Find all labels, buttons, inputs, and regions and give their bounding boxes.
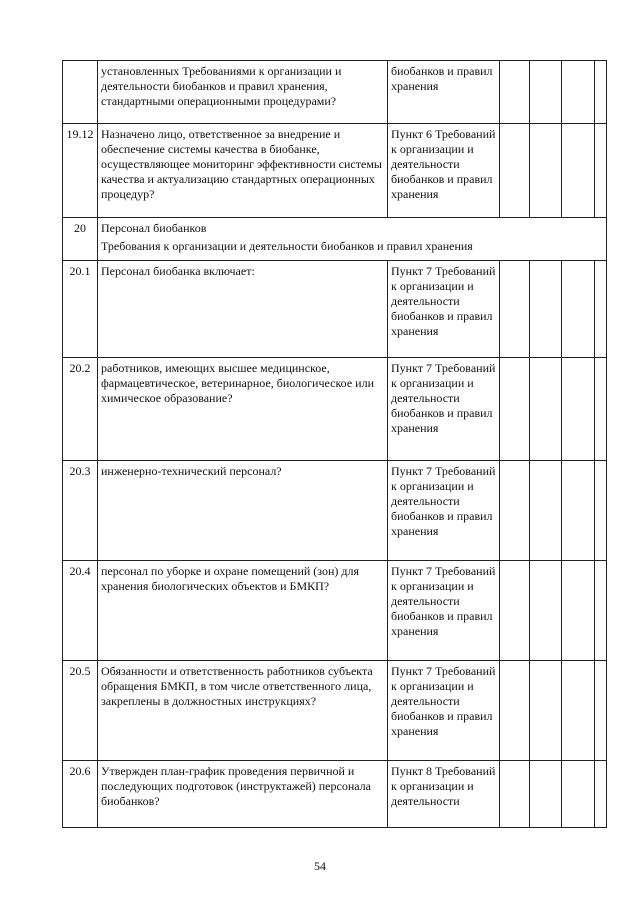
answer-cell [530,61,562,124]
answer-cell [530,461,562,561]
answer-cell [595,124,607,218]
table-row [63,761,607,828]
row-question: Обязанности и ответственность работников субъекта обращения БМКП, в том числе ответственного лица, закреплены в должностных инструкциях? [98,661,388,761]
answer-cell [500,561,530,661]
answer-cell [500,358,530,461]
section-subtitle: Требования к организации и деятельности биобанков и правил хранения [101,239,473,253]
section-row [63,218,607,261]
answer-cell [530,561,562,661]
row-question: Утвержден план-график проведения первичной и последующих подготовок (инструктажей) персонала биобанков? [98,761,388,828]
table-row [63,124,607,218]
answer-cell [562,661,595,761]
answer-cell [595,261,607,358]
row-question: инженерно-технический персонал? [98,461,388,561]
answer-cell [500,761,530,828]
answer-cell [595,358,607,461]
section-header [98,218,607,261]
answer-cell [595,661,607,761]
row-number: 20.3 [63,461,98,561]
row-question: работников, имеющих высшее медицинское, фармацевтическое, ветеринарное, биологическое или химическое образование? [98,358,388,461]
answer-cell [500,461,530,561]
row-reference: Пункт 7 Требований к организации и деятельности биобанков и правил хранения [388,261,500,358]
answer-cell [500,661,530,761]
checklist-table [62,60,607,828]
row-number: 19.12 [63,124,98,218]
answer-cell [595,461,607,561]
answer-cell [562,261,595,358]
table-row [63,358,607,461]
answer-cell [562,761,595,828]
row-question: персонал по уборке и охране помещений (зон) для хранения биологических объектов и БМКП? [98,561,388,661]
row-reference: Пункт 7 Требований к организации и деятельности биобанков и правил хранения [388,661,500,761]
answer-cell [562,561,595,661]
answer-cell [595,561,607,661]
answer-cell [530,661,562,761]
answer-cell [562,461,595,561]
answer-cell [530,261,562,358]
row-reference: Пункт 8 Требований к организации и деятельности [388,761,500,828]
row-number: 20.6 [63,761,98,828]
page-number: 54 [314,859,326,873]
table-row [63,561,607,661]
row-number: 20.2 [63,358,98,461]
answer-cell [562,124,595,218]
section-title: Персонал биобанков [101,221,207,235]
answer-cell [530,124,562,218]
row-reference: Пункт 7 Требований к организации и деятельности биобанков и правил хранения [388,561,500,661]
row-question: Назначено лицо, ответственное за внедрение и обеспечение системы качества в биобанке, осуществляющее мониторинг эффективности системы качества и актуализацию стандартных операционных процедур? [98,124,388,218]
row-question: Персонал биобанка включает: [98,261,388,358]
row-reference: Пункт 7 Требований к организации и деятельности биобанков и правил хранения [388,461,500,561]
table-row [63,61,607,124]
answer-cell [562,61,595,124]
section-number: 20 [63,218,98,261]
table-row [63,261,607,358]
row-reference: биобанков и правил хранения [388,61,500,124]
answer-cell [562,358,595,461]
answer-cell [595,61,607,124]
answer-cell [500,124,530,218]
answer-cell [500,61,530,124]
answer-cell [500,261,530,358]
table-row [63,461,607,561]
answer-cell [530,358,562,461]
row-reference: Пункт 6 Требований к организации и деятельности биобанков и правил хранения [388,124,500,218]
table-row [63,661,607,761]
row-number: 20.1 [63,261,98,358]
answer-cell [530,761,562,828]
row-number: 20.4 [63,561,98,661]
answer-cell [595,761,607,828]
row-reference: Пункт 7 Требований к организации и деятельности биобанков и правил хранения [388,358,500,461]
row-number: 20.5 [63,661,98,761]
row-question: установленных Требованиями к организации и деятельности биобанков и правил хранения, стандартными операционными процедурами? [98,61,388,124]
row-number [63,61,98,124]
